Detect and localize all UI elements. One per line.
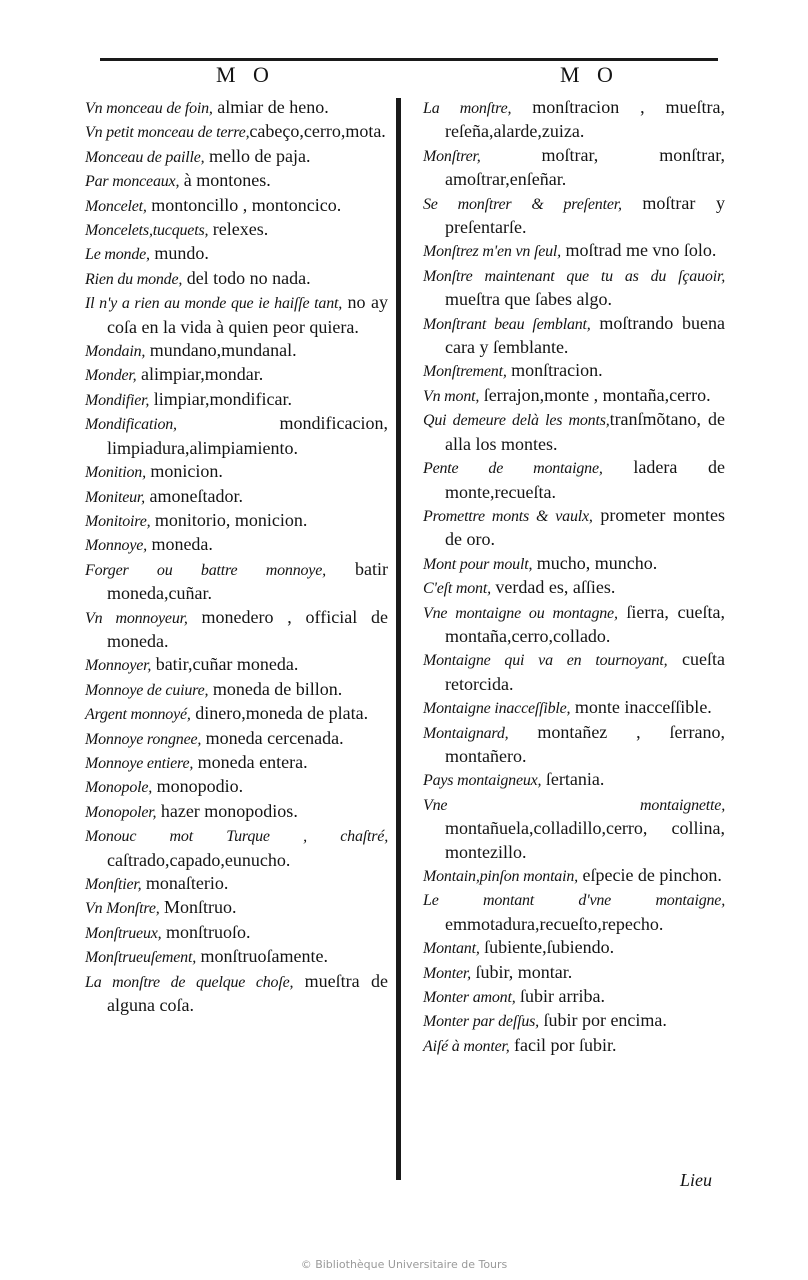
running-head-left: M O: [216, 62, 275, 87]
dictionary-entry: [423, 936, 725, 960]
dictionary-entry: [85, 339, 388, 363]
entry-gloss: ſubiente,ſubiendo.: [479, 937, 615, 958]
dictionary-entry: [85, 96, 388, 120]
entry-gloss: ſubir arriba.: [515, 986, 605, 1007]
entry-gloss: emmotadura,recueſto,repecho.: [445, 913, 664, 934]
dictionary-entry: [85, 824, 388, 872]
entry-gloss: mueſtra de alguna coſa.: [107, 970, 388, 1016]
entry-gloss: ſertania.: [541, 769, 605, 790]
entry-gloss: dinero,moneda de plata.: [190, 703, 369, 724]
entry-headword: Monſtrueuſement,: [85, 949, 196, 967]
entry-headword: Monter par deſſus,: [423, 1013, 539, 1031]
entry-headword: C'eſt mont,: [423, 580, 491, 598]
entry-gloss: Monſtruo.: [159, 897, 237, 918]
entry-gloss: monſtruoſo.: [161, 921, 251, 942]
entry-headword: Mondifier,: [85, 391, 150, 409]
entry-gloss: monedero , official de moneda.: [107, 606, 388, 651]
entry-headword: Le montant d'vne montaigne,: [423, 892, 725, 910]
dictionary-entry: [85, 921, 388, 945]
entry-gloss: ladera de monte,recueſta.: [445, 457, 725, 502]
entry-gloss: cabeço,cerro,mota.: [249, 121, 386, 142]
dictionary-entry: [423, 793, 725, 864]
entry-headword: Mondain,: [85, 343, 146, 361]
entry-headword: Aiſé à monter,: [423, 1037, 510, 1055]
entry-gloss: almiar de heno.: [212, 97, 329, 117]
entry-headword: Monnoye,: [85, 537, 147, 555]
entry-headword: Moncelets,tucquets,: [85, 222, 209, 240]
entry-headword: Il n'y a rien au monde que ie haiſſe tant,: [85, 295, 343, 313]
dictionary-entry: [423, 384, 725, 408]
entry-gloss: moneda.: [146, 534, 213, 555]
entry-headword: Vn monceau de foin,: [85, 100, 213, 117]
dictionary-entry: [85, 678, 388, 702]
column-divider: [396, 98, 401, 1180]
entry-gloss: mucho, muncho.: [532, 552, 658, 573]
entry-headword: Montain,pinſon montain,: [423, 868, 578, 885]
entry-headword: Argent monnoyé,: [85, 706, 191, 724]
entry-headword: Monnoye entiere,: [85, 754, 194, 772]
dictionary-entry: [85, 194, 388, 218]
entry-gloss: monſtracion , mueſtra, reſeña,alarde,zuiza.: [445, 97, 725, 142]
copyright-footer: © Bibliothèque Universitaire de Tours: [300, 1258, 508, 1271]
entry-gloss: monitorio, monicion.: [150, 509, 308, 530]
entry-gloss: mondificacion, limpiadura,alimpiamiento.: [107, 413, 388, 458]
entry-gloss: moſtrando buena cara y ſemblante.: [445, 312, 725, 358]
dictionary-entry: [85, 533, 388, 557]
dictionary-entry: [423, 144, 725, 192]
dictionary-entry: [423, 552, 725, 576]
entry-gloss: cueſta retorcida.: [445, 649, 725, 694]
entry-headword: Vne montaigne ou montagne,: [423, 604, 618, 622]
entry-gloss: moſtrar, monſtrar, amoſtrar,enſeñar.: [445, 144, 725, 190]
dictionary-entry: [85, 412, 388, 460]
entry-gloss: no ay coſa en la vida à quien peor quiera.: [107, 292, 388, 337]
entry-gloss: batir moneda,cuñar.: [107, 558, 388, 604]
entry-gloss: caſtrado,capado,eunucho.: [107, 849, 291, 870]
dictionary-entry: [423, 985, 725, 1009]
dictionary-entry: [85, 945, 388, 969]
dictionary-entry: [423, 864, 725, 888]
entry-headword: Monter amont,: [423, 989, 516, 1007]
dictionary-entry: [85, 120, 388, 144]
entry-headword: Montaigne qui va en tournoyant,: [423, 652, 668, 670]
entry-gloss: hazer monopodios.: [156, 800, 298, 821]
dictionary-entry: [85, 970, 388, 1018]
dictionary-entry: [423, 601, 725, 649]
entry-headword: Monnoye de cuiure,: [85, 681, 209, 699]
entry-gloss: facil por ſubir.: [509, 1034, 617, 1055]
entry-gloss: ſubir, montar.: [470, 961, 573, 982]
entry-gloss: mueſtra que ſabes algo.: [445, 289, 612, 310]
entry-gloss: alimpiar,mondar.: [136, 364, 264, 385]
dictionary-entry: [423, 576, 725, 600]
entry-gloss: mello de paja.: [204, 145, 311, 166]
dictionary-entry: [85, 218, 388, 242]
dictionary-entry: [85, 460, 388, 484]
entry-gloss: monte inacceſſible.: [570, 697, 712, 718]
dictionary-entry: [423, 648, 725, 696]
dictionary-entry: [85, 363, 388, 387]
entry-gloss: amoneſtador.: [144, 485, 243, 506]
entry-headword: Monſtrement,: [423, 363, 507, 381]
dictionary-entry: [85, 485, 388, 509]
dictionary-entry: [423, 1034, 725, 1058]
right-column: [423, 96, 725, 1058]
entry-gloss: prometer montes de oro.: [445, 504, 725, 550]
dictionary-entry: [423, 504, 725, 552]
dictionary-entry: [423, 768, 725, 792]
entry-headword: Pente de montaigne,: [423, 460, 603, 478]
entry-gloss: monopodio.: [152, 776, 244, 797]
dictionary-entry: [85, 242, 388, 266]
dictionary-entry: [85, 872, 388, 896]
entry-headword: Monſtrer,: [423, 147, 481, 165]
dictionary-entry: [85, 702, 388, 726]
entry-headword: Monnoye rongnee,: [85, 730, 202, 748]
entry-headword: Monopole,: [85, 779, 153, 797]
dictionary-entry: [423, 96, 725, 144]
entry-gloss: monicion.: [145, 461, 223, 482]
running-head-right: M O: [560, 62, 619, 87]
dictionary-entry: [85, 169, 388, 193]
entry-gloss: relexes.: [208, 219, 269, 240]
entry-gloss: limpiar,mondificar.: [149, 388, 292, 409]
entry-headword: Mondification,: [85, 416, 177, 434]
entry-gloss: à montones.: [179, 170, 271, 191]
dictionary-entry: [423, 408, 725, 456]
entry-gloss: moneda de billon.: [208, 678, 343, 699]
entry-headword: Moniteur,: [85, 488, 145, 506]
dictionary-entry: [85, 775, 388, 799]
entry-headword: Forger ou battre monnoye,: [85, 561, 326, 579]
entry-headword: Rien du monde,: [85, 270, 183, 288]
entry-headword: Monſtrant beau ſemblant,: [423, 315, 591, 333]
entry-gloss: monſtracion.: [506, 360, 603, 381]
dictionary-entry: [85, 291, 388, 339]
entry-headword: Montant,: [423, 940, 480, 958]
dictionary-entry: [85, 800, 388, 824]
entry-gloss: batir,cuñar moneda.: [151, 654, 299, 675]
entry-headword: Vn mont,: [423, 387, 480, 405]
catchword: Lieu: [680, 1170, 713, 1190]
dictionary-entry: [423, 312, 725, 360]
dictionary-entry: [423, 264, 725, 312]
dictionary-entry: [423, 192, 725, 240]
entry-headword: Moncelet,: [85, 197, 147, 215]
entry-headword: Pays montaigneux,: [423, 772, 542, 790]
entry-headword: Monſtrueux,: [85, 924, 162, 942]
dictionary-entry: [423, 1009, 725, 1033]
dictionary-entry: [85, 653, 388, 677]
entry-headword: Monouc mot Turque , chaſtré,: [85, 828, 388, 846]
dictionary-entry: [423, 721, 725, 769]
entry-headword: La monſtre,: [423, 100, 512, 117]
header-rule: [100, 58, 718, 61]
dictionary-entry: [423, 888, 725, 936]
entry-headword: Montaignard,: [423, 724, 509, 742]
entry-headword: Vn petit monceau de terre,: [85, 124, 250, 142]
entry-gloss: mundo.: [149, 243, 209, 264]
entry-headword: Monnoyer,: [85, 657, 152, 675]
dictionary-entry: [85, 751, 388, 775]
entry-gloss: moſtrad me vno ſolo.: [560, 240, 717, 261]
entry-gloss: montoncillo , montoncico.: [146, 194, 342, 215]
entry-headword: Monceau de paille,: [85, 148, 205, 166]
entry-gloss: mundano,mundanal.: [145, 340, 297, 361]
entry-headword: Monitoire,: [85, 512, 151, 530]
entry-gloss: montañuela,colladillo,cerro, collina, montezillo.: [445, 818, 725, 862]
entry-headword: Monition,: [85, 464, 146, 482]
entry-gloss: ſubir por encima.: [538, 1010, 667, 1031]
entry-gloss: montañez , ſerrano, montañero.: [445, 721, 725, 766]
entry-headword: Le monde,: [85, 246, 150, 264]
entry-gloss: eſpecie de pinchon.: [577, 865, 722, 885]
entry-gloss: moneda cercenada.: [201, 727, 344, 748]
entry-gloss: monaſterio.: [141, 873, 229, 893]
entry-gloss: verdad es, aſſies.: [490, 577, 616, 598]
entry-headword: Promettre monts & vaulx,: [423, 507, 593, 525]
dictionary-entry: [85, 509, 388, 533]
dictionary-entry: [423, 696, 725, 720]
entry-gloss: del todo no nada.: [182, 267, 311, 288]
dictionary-entry: [85, 727, 388, 751]
dictionary-entry: [85, 388, 388, 412]
entry-headword: Vne montaignette,: [423, 796, 725, 814]
dictionary-entry: [423, 961, 725, 985]
entry-headword: Monſtier,: [85, 876, 142, 893]
dictionary-entry: [85, 267, 388, 291]
dictionary-entry: [85, 558, 388, 606]
entry-gloss: moſtrar y preſentarſe.: [445, 192, 726, 238]
dictionary-entry: [423, 456, 725, 504]
entry-gloss: tranſmõtano, de alla los montes.: [445, 409, 726, 454]
entry-headword: Monopoler,: [85, 803, 157, 821]
entry-headword: Monſtre maintenant que tu as du ſçauoir,: [423, 267, 725, 285]
entry-gloss: ſerrajon,monte , montaña,cerro.: [479, 384, 711, 405]
entry-headword: Mont pour moult,: [423, 555, 533, 573]
entry-headword: La monſtre de quelque choſe,: [85, 973, 294, 991]
left-column: [85, 96, 388, 1017]
entry-headword: Qui demeure delà les monts,: [423, 412, 610, 430]
dictionary-entry: [423, 239, 725, 263]
dictionary-entry: [85, 606, 388, 654]
entry-headword: Vn Monſtre,: [85, 900, 160, 918]
entry-gloss: moneda entera.: [193, 751, 308, 772]
entry-headword: Monder,: [85, 367, 137, 385]
entry-headword: Se monſtrer & preſenter,: [423, 195, 622, 213]
entry-headword: Monſtrez m'en vn ſeul,: [423, 243, 561, 261]
entry-headword: Vn monnoyeur,: [85, 609, 188, 627]
entry-gloss: ſierra, cueſta, montaña,cerro,collado.: [445, 601, 725, 646]
entry-gloss: monſtruoſamente.: [196, 946, 328, 967]
entry-headword: Par monceaux,: [85, 173, 180, 191]
dictionary-entry: [423, 359, 725, 383]
dictionary-entry: [85, 896, 388, 920]
entry-headword: Montaigne inacceſſible,: [423, 700, 571, 718]
dictionary-entry: [85, 145, 388, 169]
entry-headword: Monter,: [423, 964, 471, 982]
